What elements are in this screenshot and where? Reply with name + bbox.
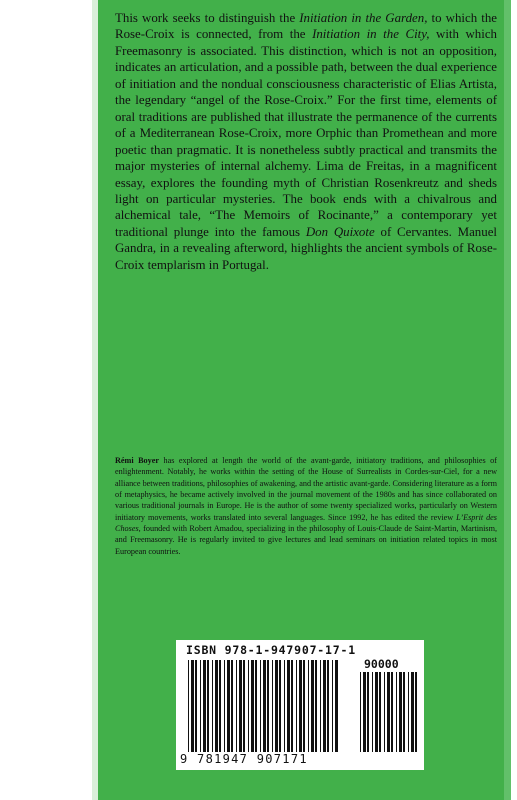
description-text: with which Freemasonry is associated. This distinction, which is not an opposition, indicates an articulation, and a possible path, between the dual experience of initiation and the nondual consciousness characteristic of Elias Artista, the legendary “angel of the Rose-Croix.” For the first time, elements of oral traditions are published that illustrate the permanence of the currents of a Mediterranean Rose-Croix, more Orphic than Promethean and more poetic than pragmatic. It is nonetheless subtly practical and transmits the major mysteries of internal alchemy. Lima de Freitas, in a magnificent essay, explores the founding myth of Christian Rosenkreutz and sheds light on particular mysteries. The book ends with a chivalrous and alchemical tale, “The Memoirs of Rocinante,” a contemporary yet traditional plunge into the famous — [115, 27, 497, 239]
barcode-bar — [308, 660, 309, 752]
barcode-bar — [263, 660, 266, 752]
barcode-bar — [363, 672, 366, 752]
barcode-bar — [287, 660, 290, 752]
barcode-bar — [279, 660, 281, 752]
barcode-bar — [203, 660, 206, 752]
barcode-bar — [335, 660, 338, 752]
barcode-bar — [212, 660, 213, 752]
barcode-bar — [320, 660, 321, 752]
barcode-bar — [191, 660, 194, 752]
barcode-bar — [251, 660, 254, 752]
bio-text: has explored at length the world of the avant-garde, initiatory traditions, and philosophies of enlightenment. Notably, he works within the setting of the House of Surrealists in Cordes-sur-Ciel, for a new alliance between traditions, philosophies of awakening, and the artistic avant-garde. Considering literature as a form of metaphysics, he became actively involved in the journal movement of the 1980s and has since collaborated on various traditional journals in Europe. He is the author of some twenty specialized works, particularly on Western initiatory movements, works translated into several languages. Since 1992, he has edited the review — [115, 456, 497, 522]
barcode-bar — [239, 660, 242, 752]
barcode-bar — [255, 660, 257, 752]
barcode-bar — [188, 660, 189, 752]
barcode-bar — [387, 672, 390, 752]
barcode-bar — [384, 672, 385, 752]
barcode-bar — [399, 672, 402, 752]
barcode-bar — [272, 660, 273, 752]
barcode-bar — [408, 672, 409, 752]
barcode-bar — [215, 660, 218, 752]
cover-right-edge — [504, 0, 511, 800]
barcode-bar — [323, 660, 326, 752]
barcode-bar — [379, 672, 381, 752]
book-description — [115, 10, 497, 273]
barcode-bar — [200, 660, 201, 752]
barcode-bar — [248, 660, 249, 752]
cover-right-margin — [511, 0, 517, 800]
author-name: Rémi Boyer — [115, 456, 160, 465]
bio-text: founded with Robert Amadou, specializing in the philosophy of Louis-Claude de Saint-Martin, Martinism, and Freemasonry. He is regularly invited to give lectures and lead seminars on initiation related topics in most European countries. — [115, 524, 497, 556]
description-italic-quixote: Don Quixote — [305, 224, 375, 239]
barcode-bar — [391, 672, 393, 752]
barcode-bar — [372, 672, 373, 752]
bio-italic-review: L’Esprit des Choses, — [115, 512, 497, 534]
barcode-bar — [243, 660, 245, 752]
barcode-bar — [291, 660, 293, 752]
barcode-bar — [284, 660, 285, 752]
barcode-bar — [236, 660, 237, 752]
barcode-bar — [396, 672, 397, 752]
barcode-bar — [296, 660, 297, 752]
barcode-bar — [311, 660, 314, 752]
barcode-bar — [195, 660, 197, 752]
barcode-bar — [360, 672, 361, 752]
barcode-bar — [275, 660, 278, 752]
barcode-bar — [332, 660, 333, 752]
barcode-bar — [315, 660, 317, 752]
barcode-bar — [260, 660, 261, 752]
description-text: of Cervantes. Manuel Gandra, in a revealing afterword, highlights the ancient symbols of Rose-Croix templarism in Portugal. — [115, 224, 497, 272]
author-bio — [115, 455, 497, 557]
barcode-bar — [224, 660, 225, 752]
description-italic-garden: Initiation in the Garden, — [299, 11, 428, 25]
description-text: to which the Rose-Croix is connected, from the — [115, 11, 497, 42]
isbn-label: ISBN 978-1-947907-17-1 — [186, 643, 356, 657]
barcode-bar — [207, 660, 209, 752]
barcode-bar — [367, 672, 369, 752]
description-text: This work seeks to distinguish the — [115, 11, 300, 25]
barcode-bar — [219, 660, 221, 752]
barcode-bar — [375, 672, 378, 752]
barcode-bar — [303, 660, 305, 752]
barcode-bar — [415, 672, 417, 752]
barcode-bar — [299, 660, 302, 752]
price-code: 90000 — [364, 657, 399, 671]
barcode-bar — [267, 660, 269, 752]
barcode-bar — [327, 660, 329, 752]
barcode-bar — [411, 672, 414, 752]
ean-digits: 9 781947 907171 — [180, 752, 308, 766]
barcode-bar — [227, 660, 230, 752]
description-italic-city: Initiation in the City, — [312, 27, 430, 42]
barcode-bar — [231, 660, 233, 752]
isbn-barcode-box — [176, 640, 424, 770]
barcode-bar — [403, 672, 405, 752]
